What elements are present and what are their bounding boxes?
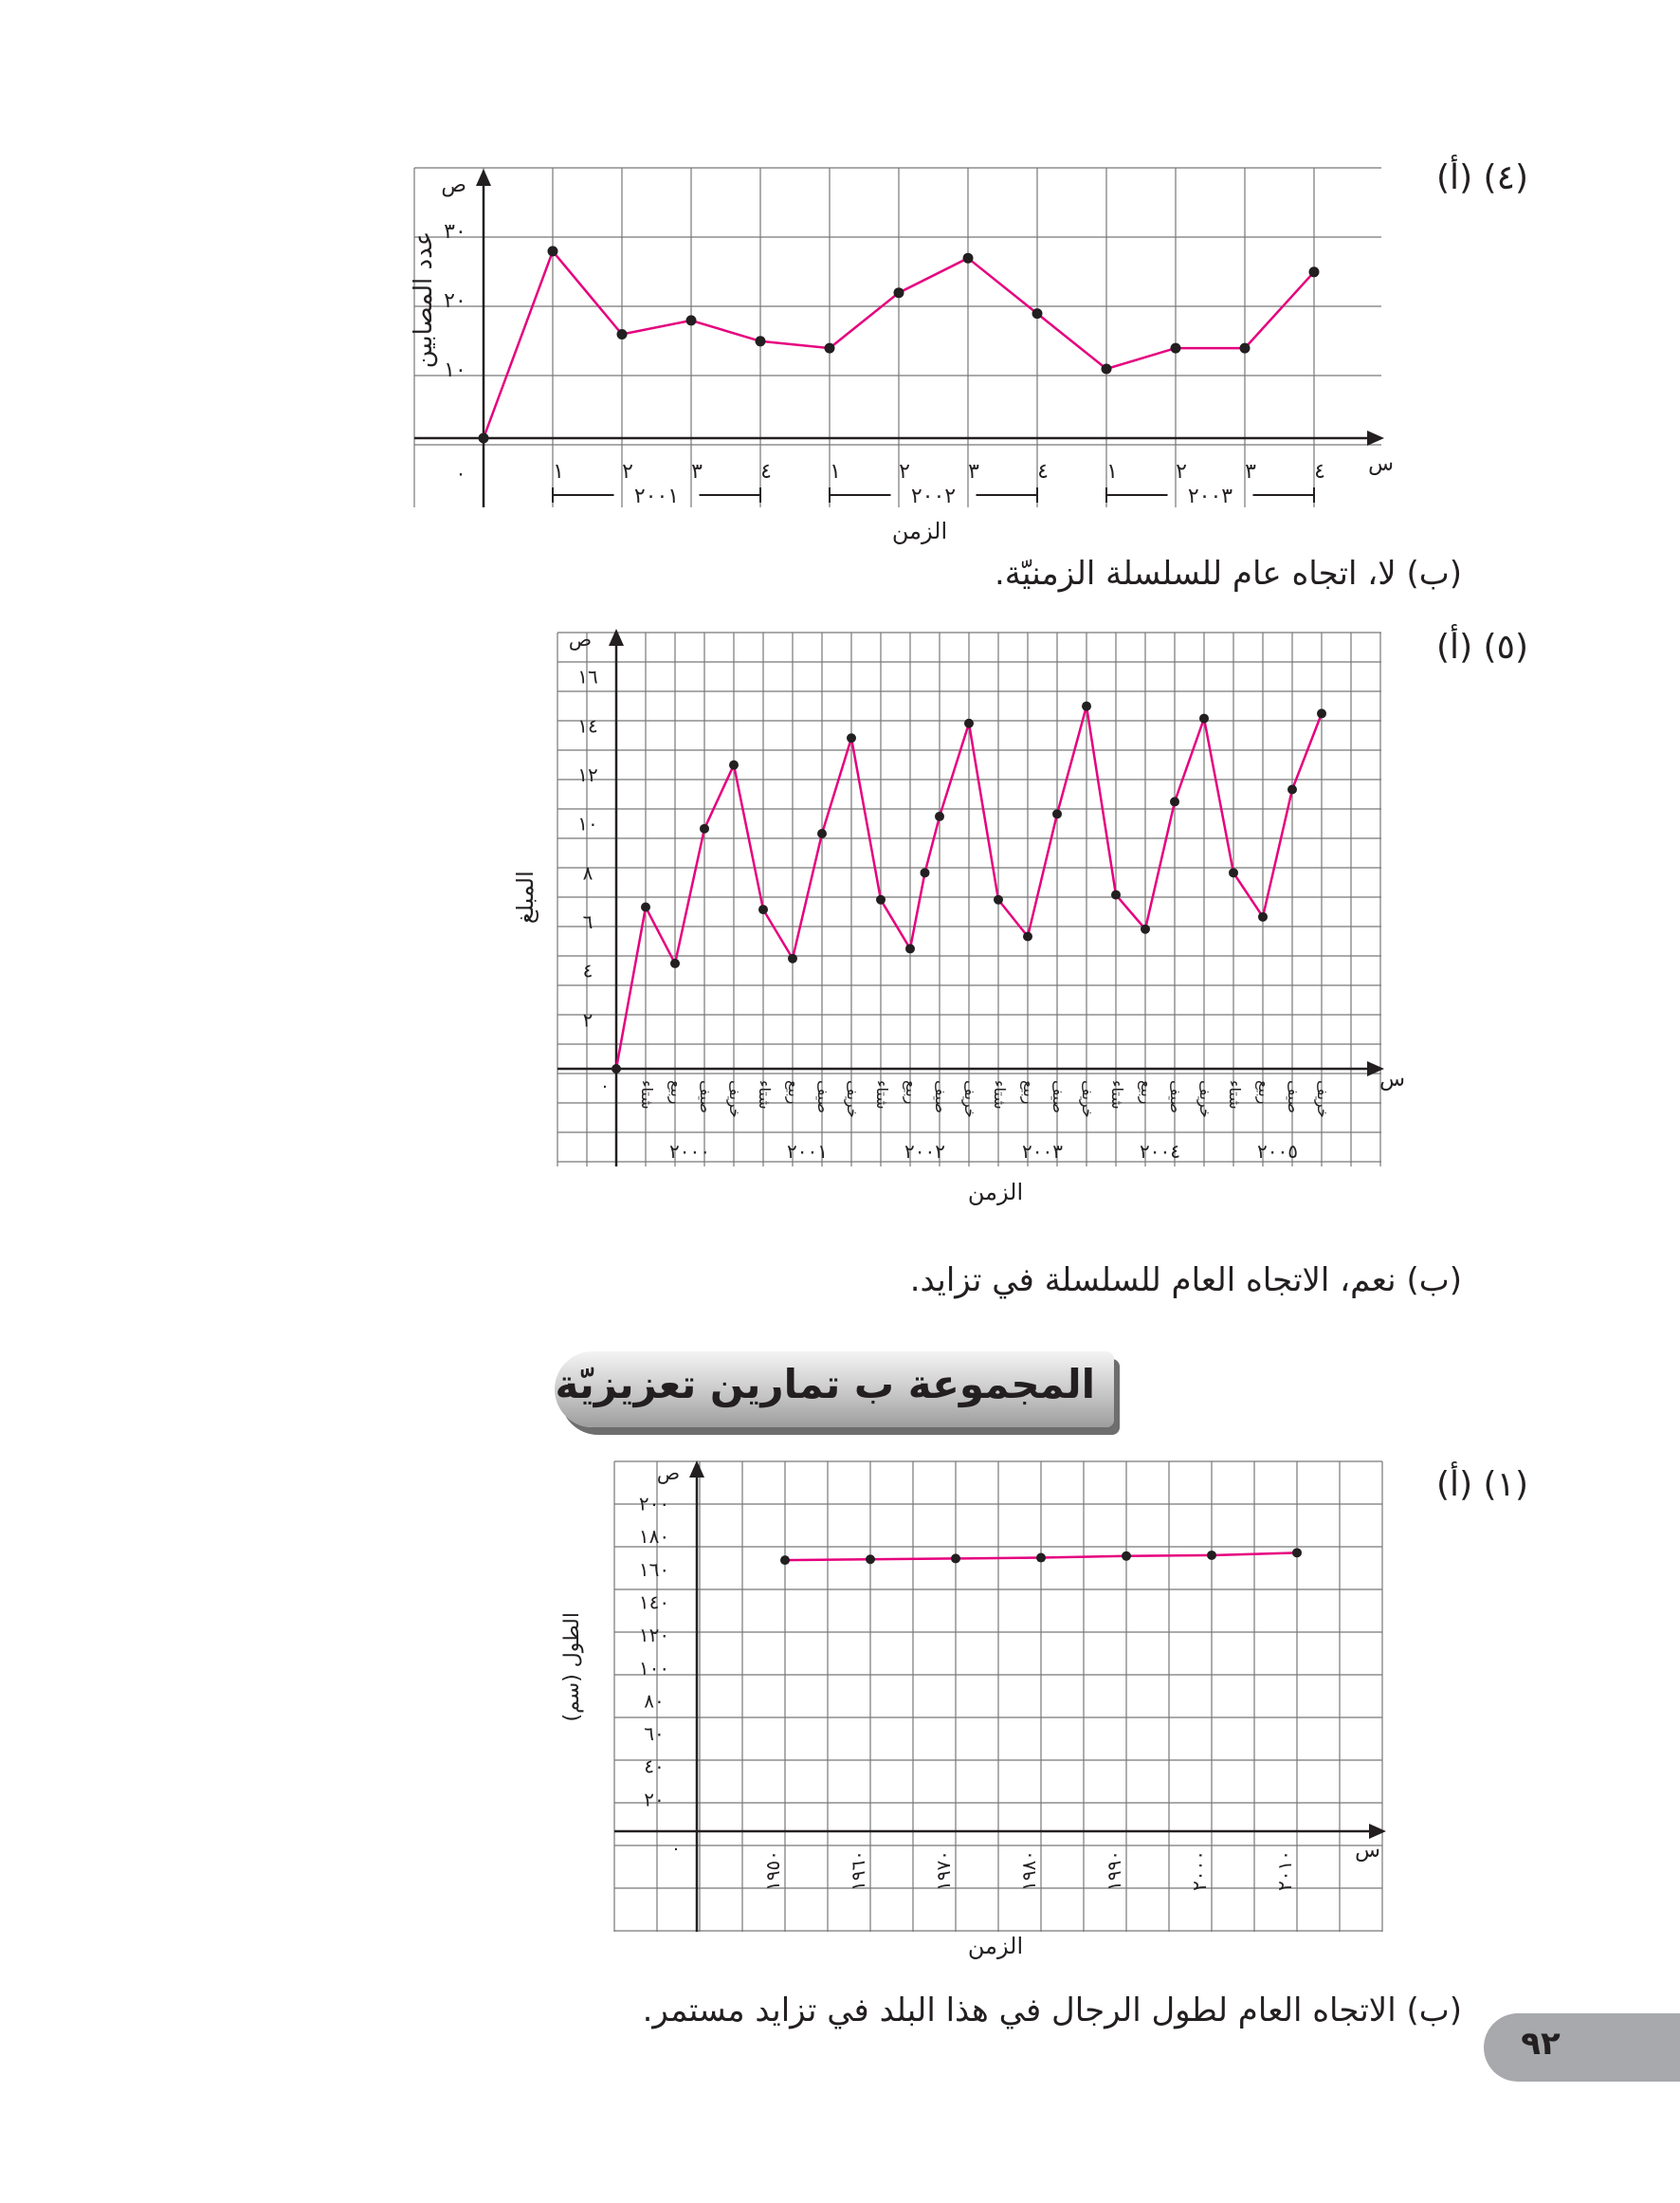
chart4-year-label: ٢٠٠٢ [910, 485, 957, 508]
chart5-data-point [1023, 932, 1032, 942]
chart5-data-point [1258, 912, 1268, 922]
chart5-data-point [876, 895, 886, 905]
chart5-year-label: ٢٠٠٠ [669, 1140, 710, 1163]
chart4-y-tick-label: ٢٠ [444, 289, 466, 313]
chart4-x-tick-label: ١ [830, 460, 841, 484]
chart1-y-symbol: ص [656, 1461, 680, 1484]
chart5-year-label: ٢٠٠٣ [1022, 1140, 1063, 1163]
chart1-x-tick-label: ١٩٨٠ [1017, 1850, 1040, 1891]
q4-label: (٤) (أ) [1436, 158, 1528, 197]
chart1-x-tick-label: ١٩٥٠ [761, 1850, 784, 1891]
chart4-x-tick-label: ٢ [1176, 460, 1187, 484]
chart5-season-label: شتاء [873, 1080, 891, 1110]
chart1-x-tick-label: ١٩٦٠ [847, 1850, 869, 1891]
chart4-data-point [1032, 308, 1043, 319]
chart5-data-point [1082, 702, 1091, 711]
q1-answer-b: (ب) الاتجاه العام لطول الرجال في هذا البلد في تزايد مستمر. [642, 1992, 1462, 2029]
chart1-x-arrow [1369, 1824, 1386, 1839]
chart4-x-axis-title: الزمن [891, 518, 948, 544]
chart5-season-label: خريف [1196, 1080, 1214, 1118]
chart5-data-point [1141, 925, 1150, 934]
chart5-season-label: خريف [1079, 1080, 1097, 1118]
chart1-data-point [780, 1555, 790, 1565]
chart4-data-point [1102, 364, 1112, 375]
chart4-x-tick-label: ٣ [691, 460, 703, 484]
chart1-y-tick-label: ١٨٠ [638, 1525, 670, 1549]
chart5-data-point [847, 733, 856, 743]
chart4-year-label: ٢٠٠٣ [1187, 485, 1233, 508]
chart5-data-point [1317, 708, 1326, 718]
chart5-season-label: صيف [697, 1080, 715, 1113]
chart1-x-tick-label: ٢٠٠٠ [1188, 1850, 1211, 1891]
chart5-y-tick-label: ٢ [582, 1008, 593, 1032]
chart1-y-tick-label: ٢٠ [644, 1788, 665, 1811]
chart1-data-point [1207, 1551, 1216, 1560]
chart5-season-label: ربيع [1255, 1080, 1273, 1105]
chart5-season-label: خريف [726, 1080, 744, 1118]
chart4-data-point [1171, 343, 1181, 354]
chart4-x-tick-label: ٤ [1314, 460, 1325, 484]
chart5-y-tick-label: ٤ [582, 959, 593, 982]
chart1-data-point [1292, 1548, 1302, 1557]
chart1-origin-label: ٠ [671, 1839, 681, 1859]
chart4-x-tick-label: ٤ [760, 460, 772, 484]
chart4-x-tick-label: ٢ [899, 460, 910, 484]
chart5-season-label: شتاء [991, 1080, 1009, 1110]
chart5-season-label: ربيع [785, 1080, 803, 1105]
chart5-data-point [905, 944, 915, 953]
chart1-y-tick-label: ١٢٠ [638, 1624, 670, 1647]
chart4-y-symbol: ص [441, 174, 466, 197]
chart5-y-tick-label: ١٤ [577, 714, 598, 738]
chart5-data-point [1170, 797, 1179, 806]
q4-answer-b: (ب) لا، اتجاه عام للسلسلة الزمنيّة. [994, 555, 1462, 593]
chart4-x-tick-label: ١ [553, 460, 564, 484]
chart5-season-label: ربيع [1138, 1080, 1156, 1105]
q5-answer-b: (ب) نعم، الاتجاه العام للسلسلة في تزايد. [909, 1261, 1462, 1299]
chart5-data-point [1229, 868, 1238, 877]
chart1-y-tick-label: ١٤٠ [638, 1590, 670, 1614]
chart4-data-point [548, 246, 558, 256]
chart1-y-tick-label: ٢٠٠ [638, 1492, 670, 1515]
chart5-data-point [729, 761, 739, 770]
chart5-year-label: ٢٠٠٢ [904, 1140, 945, 1163]
chart1-x-tick-label: ٢٠١٠ [1273, 1850, 1296, 1891]
chart5-data-point [1287, 785, 1297, 795]
chart5-data-point [994, 895, 1003, 905]
q5-label: (٥) (أ) [1436, 628, 1528, 667]
chart4-y-axis-title: عدد المصابين [410, 230, 438, 369]
chart5-data-point [641, 903, 650, 912]
chart1-data-point [1036, 1553, 1046, 1563]
chart5-data-point [964, 719, 974, 728]
chart4-data-point [756, 336, 766, 346]
chart5-season-label: شتاء [756, 1080, 774, 1110]
chart5-y-arrow [609, 629, 624, 646]
chart5-season-label: شتاء [638, 1080, 656, 1110]
chart5-data-point [758, 905, 768, 914]
chart1-y-tick-label: ١٦٠ [638, 1557, 670, 1581]
chart5-data-point [612, 1064, 621, 1074]
chart5-season-label: صيف [1050, 1080, 1068, 1113]
chart5-data-point [1199, 714, 1209, 724]
chart5-year-label: ٢٠٠٤ [1140, 1140, 1180, 1163]
chart4-x-tick-label: ٣ [968, 460, 979, 484]
chart5-season-label: ربيع [903, 1080, 921, 1105]
chart1-x-tick-label: ١٩٧٠ [932, 1850, 955, 1891]
chart4-x-symbol: س [1368, 452, 1394, 476]
chart4-data-point [894, 287, 904, 298]
chart5-season-label: شتاء [1226, 1080, 1244, 1110]
chart5-season-label: صيف [1167, 1080, 1185, 1113]
chart4-x-tick-label: ٢ [622, 460, 633, 484]
chart1-y-arrow [689, 1460, 704, 1478]
chart5-season-label: خريف [844, 1080, 862, 1118]
chart1-x-symbol: س [1355, 1839, 1380, 1863]
chart5-season-label: ربيع [667, 1080, 685, 1105]
chart5-data-point [921, 868, 930, 877]
chart4-y-tick-label: ٣٠ [444, 220, 466, 244]
chart1-x-tick-label: ١٩٩٠ [1103, 1850, 1125, 1891]
chart5-x-axis-title: الزمن [967, 1179, 1024, 1205]
chart1-y-tick-label: ٦٠ [644, 1722, 665, 1746]
chart4-x-arrow [1367, 431, 1384, 446]
chart-q5-amount [502, 621, 1451, 1238]
chart5-year-label: ٢٠٠١ [787, 1140, 828, 1163]
chart5-y-tick-label: ١٢ [577, 763, 598, 786]
chart5-season-label: صيف [814, 1080, 832, 1113]
chart1-data-point [951, 1553, 960, 1563]
chart1-data-point [1122, 1551, 1131, 1561]
chart4-year-label: ٢٠٠١ [633, 485, 680, 508]
chart4-data-point [963, 253, 974, 264]
chart4-x-tick-label: ١ [1106, 460, 1118, 484]
chart5-season-label: صيف [1285, 1080, 1303, 1113]
chart5-data-point [1111, 890, 1121, 900]
chart4-data-point [479, 433, 489, 444]
chart5-data-point [817, 829, 827, 838]
q1-label: (١) (أ) [1436, 1465, 1528, 1504]
chart5-origin-label: ٠ [600, 1076, 610, 1096]
chart1-y-axis-title: الطول (سم) [560, 1612, 584, 1722]
chart5-season-label: ربيع [1020, 1080, 1038, 1105]
chart4-data-point [1240, 343, 1251, 354]
chart4-data-point [1309, 266, 1320, 277]
chart5-data-point [670, 959, 680, 968]
chart5-year-label: ٢٠٠٥ [1257, 1140, 1298, 1163]
chart5-season-label: شتاء [1108, 1080, 1126, 1110]
chart4-y-arrow [476, 169, 491, 186]
chart4-origin-label: ٠ [455, 462, 466, 485]
chart1-x-axis-title: الزمن [967, 1933, 1024, 1959]
chart5-y-tick-label: ١٠ [577, 812, 598, 835]
chart5-y-tick-label: ١٦ [577, 665, 598, 688]
chart-q4-patients [408, 161, 1398, 560]
chart5-y-tick-label: ٨ [582, 861, 593, 885]
chart4-y-tick-label: ١٠ [444, 358, 466, 382]
chart1-y-tick-label: ١٠٠ [638, 1656, 670, 1680]
chart5-y-tick-label: ٦ [582, 910, 593, 933]
chart5-season-label: خريف [961, 1080, 979, 1118]
chart5-y-symbol: ص [568, 628, 592, 651]
chart1-y-tick-label: ٤٠ [644, 1754, 665, 1778]
section-banner [555, 1351, 1123, 1437]
chart5-season-label: خريف [1314, 1080, 1332, 1118]
chart1-data-point [866, 1554, 875, 1564]
chart4-x-tick-label: ٣ [1245, 460, 1256, 484]
chart5-data-point [788, 954, 797, 964]
chart5-x-symbol: س [1379, 1068, 1405, 1092]
section-title: المجموعة ب تمارين تعزيزيّة [555, 1361, 1095, 1407]
chart4-data-point [617, 329, 628, 340]
chart5-data-point [1052, 809, 1062, 818]
chart5-data-point [700, 824, 709, 834]
chart4-data-point [686, 315, 697, 325]
chart5-season-label: صيف [932, 1080, 950, 1113]
chart5-data-point [935, 812, 944, 821]
chart4-data-point [825, 343, 835, 354]
chart-q1-height [512, 1451, 1460, 1959]
page-number: ٩٢ [1521, 2025, 1561, 2063]
chart4-x-tick-label: ٤ [1037, 460, 1049, 484]
chart1-y-tick-label: ٨٠ [644, 1689, 665, 1713]
chart5-y-axis-title: المبلغ [512, 871, 539, 925]
